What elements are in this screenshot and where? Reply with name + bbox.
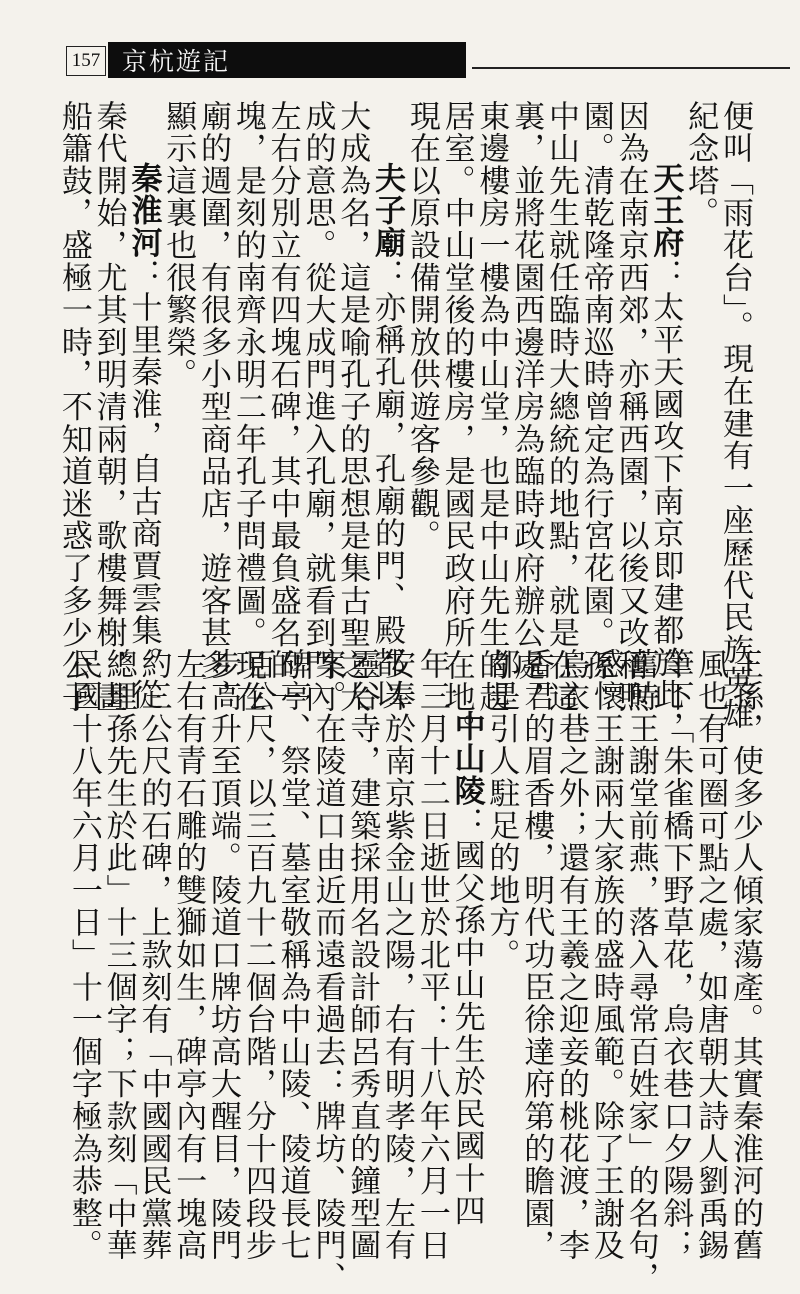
text-line: 步高升至頂端。陵道口牌坊高大醒目，陵門 — [205, 648, 242, 1262]
text-line: 筆下「朱雀橋下野草花，烏衣巷口夕陽斜； — [657, 648, 694, 1262]
header-rule — [472, 67, 790, 69]
running-header — [66, 42, 466, 78]
text-line-rest: ：太平天國攻下南京即建都於此， — [647, 258, 684, 744]
book-title: 京杭遊記 — [108, 42, 466, 78]
text-line-rest: ：十里秦淮，自古商賈雲集。從 — [125, 258, 162, 712]
text-line-rest: ：亦稱孔廟，孔廟的門、殿都以 — [369, 258, 406, 712]
section-heading: 秦淮河 — [125, 162, 162, 259]
text-line: 風也有可圈可點之處，如唐朝大詩人劉禹錫 — [692, 648, 729, 1262]
text-line: 成的意思。從大成門進入孔廟，就看到門內 — [299, 100, 336, 714]
section-heading: 夫子廟 — [369, 162, 406, 259]
text-line: 左右有青石雕的雙獅如生，碑亭內有一塊高 — [170, 648, 207, 1262]
text-line: 感懷王謝兩大家族的盛時風範。除了王謝及 — [587, 648, 624, 1262]
text-line: 案。在陵道口由近而遠看過去：牌坊、陵門、 — [309, 648, 346, 1294]
text-line: 都是引人駐足的地方。 — [483, 648, 520, 971]
text-line — [369, 162, 406, 712]
text-line: 便叫「雨花台」。現在建有一座歷代民族英雄 — [717, 100, 753, 731]
text-line: 中山先生就任臨時大總統的地點，就是在這 — [543, 100, 580, 714]
text-line: 顯示這裏也很繁榮。 — [160, 100, 197, 391]
text-line: 靈谷寺，建築採用名設計師呂秀直的鐘型圖 — [344, 648, 381, 1262]
text-line: 園。清乾隆帝南巡時曾定為行宮花園。孫 — [577, 100, 614, 682]
text-line: 廟的週圍，有很多小型商品店，遊客甚多， — [195, 100, 232, 714]
text-line: 左右分別立有四塊石碑，其中最負盛名的一 — [264, 100, 301, 714]
text-line — [647, 162, 684, 744]
text-line: 船簫鼓，盛極一時，不知道迷惑了多少公子 — [55, 100, 92, 714]
text-line: 碑亭、祭堂、墓室敬稱為中山陵、陵道長七 — [274, 648, 311, 1262]
text-line: 裏，並將花園西邊洋房為臨時政府辦公處， — [508, 100, 545, 714]
text-line: 安奉於南京紫金山之陽，右有明孝陵，左有 — [379, 648, 416, 1262]
text-line: 總理孫先生於此」十三個字；下款刻「中華 — [100, 648, 137, 1262]
text-line: 香君的眉香樓，明代功臣徐達府第的瞻園， — [518, 648, 555, 1262]
text-line: 烏衣巷之外；還有王羲之迎妾的桃花渡，李 — [553, 648, 590, 1262]
text-line: 大成為名，這是喻孔子的思想是集古聖之大 — [334, 100, 371, 714]
text-line: 約三公尺的石碑，上款刻有「中國國民黨葬 — [135, 648, 172, 1262]
text-line: 百公尺，以三百九十二個台階，分十四段步 — [239, 648, 276, 1262]
section-heading: 天王府 — [647, 162, 684, 259]
section-heading: 中山陵 — [448, 710, 485, 807]
text-line — [125, 162, 162, 712]
text-line: 王孫，使多少人傾家蕩產。其實秦淮河的舊 — [727, 648, 763, 1262]
text-line: 因為在南京西郊，亦稱西園，以後又改稱煦 — [612, 100, 649, 714]
text-line: 舊時王謝堂前燕，落入尋常百姓家」的名句， — [622, 648, 659, 1294]
text-line: 現在以原設備開放供遊客參觀。 — [403, 100, 440, 553]
text-line: 塊，是刻的南齊永明二年孔子問禮圖。現在 — [229, 100, 266, 714]
text-line-rest: ：國父孫中山先生於民國十四 — [448, 806, 485, 1227]
top-text-block — [55, 100, 753, 746]
text-line: 東邊樓房一樓為中山堂，也是中山先生的起 — [473, 100, 510, 714]
text-line: 居室。中山堂後的樓房，是國民政府所在地。 — [438, 100, 475, 746]
text-line — [448, 710, 485, 1227]
bottom-text-block — [65, 648, 763, 1294]
text-line: 年三月十二日逝世於北平：十八年六月一日 — [413, 648, 450, 1262]
text-line: 民國十八年六月一日」十一個字極為恭整。 — [65, 648, 102, 1262]
text-line: 紀念塔。 — [682, 100, 719, 230]
page-number: 157 — [66, 46, 106, 76]
text-line: 秦代開始，尤其到明清兩朝，歌樓舞榭，畫 — [90, 100, 127, 714]
